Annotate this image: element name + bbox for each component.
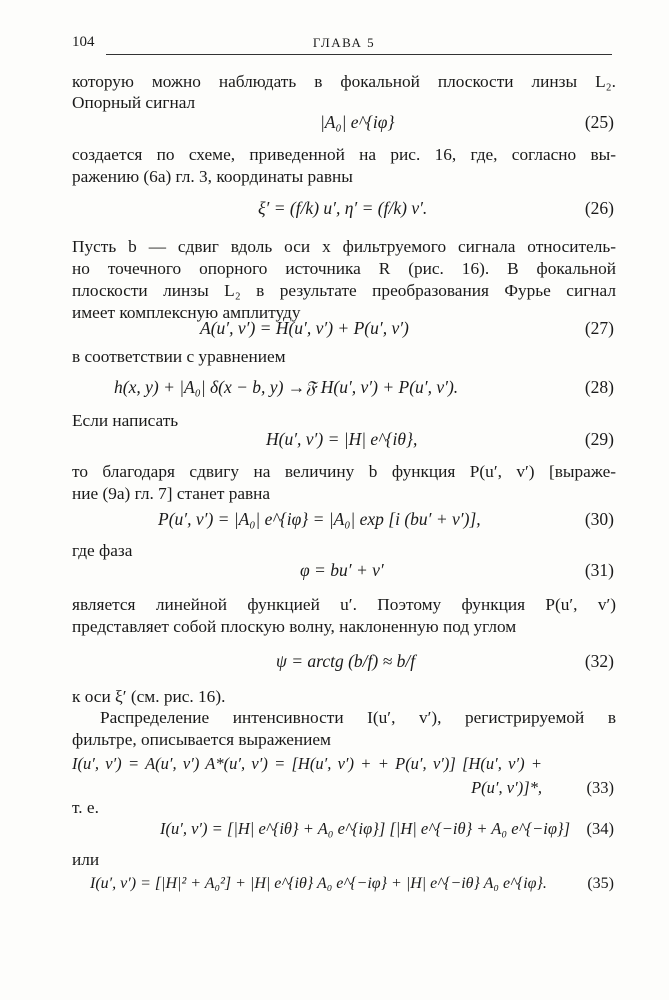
equation-33 — [72, 752, 616, 802]
equation-formula: |A₀| e^{iφ} — [320, 112, 395, 132]
equation-number: (27) — [584, 318, 614, 338]
text-line: имеет комплексную амплитуду — [72, 303, 301, 322]
text-line: но точечного опорного источника R (рис. 16). В фокальной — [72, 259, 616, 278]
equation-32 — [72, 646, 616, 676]
equation-number: (25) — [584, 112, 614, 132]
equation-formula: I(u′, v′) = [|H| e^{iθ} + A₀ e^{iφ}] [|H| e^{−iθ} + A₀ e^{−iφ}] — [160, 819, 570, 838]
equation-formula: I(u′, v′) = A(u′, v′) A*(u′, v′) = [H(u′, v′) + + P(u′, v′)] [H(u′, v′) + P(u′, v′)]*, — [72, 754, 542, 797]
chapter-title: ГЛАВА 5 — [312, 35, 376, 50]
text-line: к оси ξ′ (см. рис. 16). — [72, 687, 226, 706]
text-line: создается по схеме, приведенной на рис. 16, где, согласно вы- — [72, 145, 616, 164]
text-line: Опорный сигнал — [72, 93, 196, 112]
text-line: которую можно наблюдать в фокальной плоскости линзы L₂. — [72, 72, 616, 91]
equation-25 — [72, 107, 616, 137]
text-line: в соответствии с уравнением — [72, 347, 286, 366]
equation-formula: ψ = arctg (b/f) ≈ b/f — [276, 651, 416, 671]
equation-number: (34) — [586, 819, 614, 838]
text-line: фильтре, описывается выражением — [72, 730, 331, 749]
equation-34 — [72, 814, 616, 844]
equation-formula: P(u′, v′) = |A₀| e^{iφ} = |A₀| exp [i (bu′ + v′)], — [158, 509, 481, 529]
equation-formula: A(u′, v′) = H(u′, v′) + P(u′, v′) — [200, 318, 409, 338]
text-line: или — [72, 850, 100, 869]
page-number: 104 — [72, 34, 95, 50]
equation-formula: ξ′ = (f/k) u′, η′ = (f/k) v′. — [258, 198, 428, 218]
page-header — [70, 34, 618, 54]
text-line: то благодаря сдвигу на величину b функция P(u′, v′) [выраже- — [72, 462, 616, 481]
text-line: ражению (6а) гл. 3, координаты равны — [72, 167, 353, 186]
text-line: Распределение интенсивности I(u′, v′), регистрируемой в — [100, 708, 616, 727]
equation-31 — [72, 555, 616, 585]
equation-number: (28) — [584, 377, 614, 397]
equation-28 — [72, 372, 616, 402]
equation-formula: H(u′, v′) = |H| e^{iθ}, — [266, 429, 418, 449]
equation-number: (26) — [584, 198, 614, 218]
text-line: Пусть b — сдвиг вдоль оси x фильтруемого сигнала относитель- — [72, 237, 616, 256]
text-line: плоскости линзы L₂ в результате преобразования Фурье сигнал — [72, 281, 616, 300]
equation-number: (35) — [587, 875, 614, 892]
text-line: является линейной функцией u′. Поэтому функция P(u′, v′) — [72, 595, 616, 614]
text-line: представляет собой плоскую волну, наклоненную под углом — [72, 617, 517, 636]
header-rule — [106, 54, 612, 55]
text-line: ние (9а) гл. 7] станет равна — [72, 484, 271, 503]
equation-29 — [72, 424, 616, 454]
text-line: где фаза — [72, 541, 133, 560]
equation-formula: I(u′, v′) = [|H|² + A₀²] + |H| e^{iθ} A₀ e^{−iφ} + |H| e^{−iθ} A₀ e^{iφ}. — [90, 875, 547, 892]
equation-number: (30) — [584, 509, 614, 529]
equation-35 — [72, 869, 616, 899]
equation-formula: h(x, y) + |A₀| δ(x − b, y) →𝔉 H(u′, v′) + P(u′, v′). — [114, 377, 459, 397]
equation-26 — [72, 193, 616, 223]
equation-formula: φ = bu′ + v′ — [300, 560, 384, 580]
equation-number: (29) — [584, 429, 614, 449]
equation-number: (33) — [586, 778, 614, 797]
text-line: Если написать — [72, 411, 179, 430]
equation-number: (31) — [584, 560, 614, 580]
equation-30 — [72, 504, 616, 534]
equation-27 — [72, 313, 616, 343]
text-line: т. е. — [72, 798, 99, 817]
equation-number: (32) — [584, 651, 614, 671]
